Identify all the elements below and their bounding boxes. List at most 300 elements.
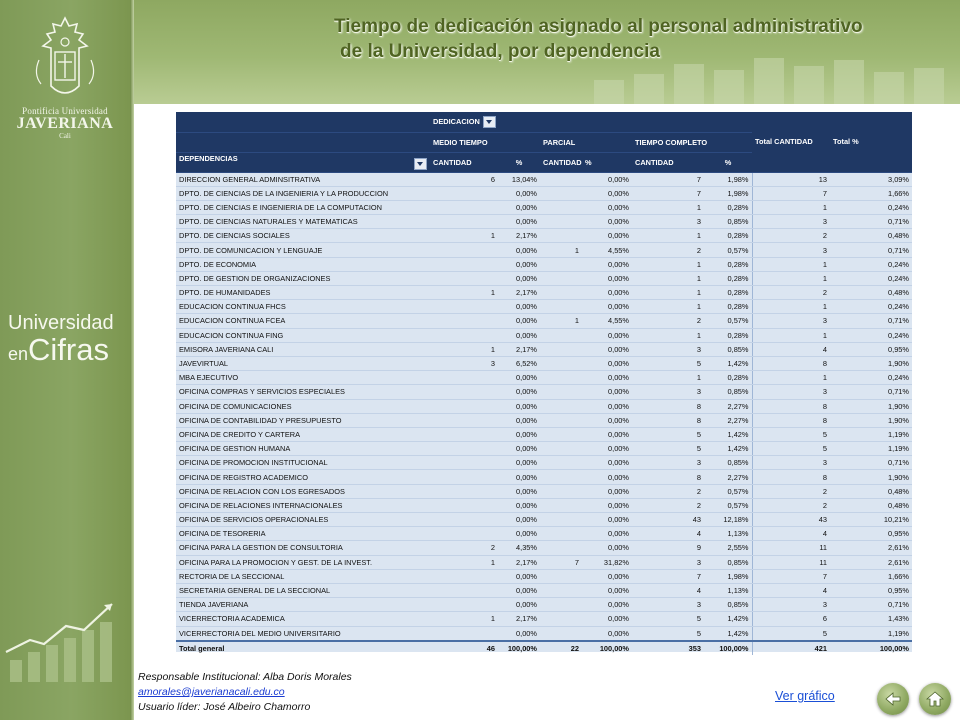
value-cell: 1,13% bbox=[704, 583, 752, 597]
value-cell: 8 bbox=[752, 399, 830, 413]
value-cell bbox=[540, 399, 582, 413]
header-cantidad-mt: CANTIDAD bbox=[430, 152, 498, 172]
table-row bbox=[176, 215, 912, 229]
value-cell: 0,00% bbox=[498, 583, 540, 597]
dependency-cell: DPTO. DE GESTION DE ORGANIZACIONES bbox=[176, 271, 430, 285]
value-cell: 0,00% bbox=[582, 427, 632, 441]
dependency-cell: OFICINA PARA LA PROMOCION Y GEST. DE LA INVEST. bbox=[176, 555, 430, 569]
value-cell: 2,55% bbox=[704, 541, 752, 555]
dependency-cell: RECTORIA DE LA SECCIONAL bbox=[176, 569, 430, 583]
dependency-cell: VICERRECTORIA ACADEMICA bbox=[176, 612, 430, 626]
value-cell: 0,00% bbox=[498, 328, 540, 342]
value-cell: 7 bbox=[540, 555, 582, 569]
value-cell: 1,13% bbox=[704, 527, 752, 541]
header-blank bbox=[176, 112, 430, 132]
value-cell: 0,28% bbox=[704, 371, 752, 385]
value-cell: 8 bbox=[752, 470, 830, 484]
value-cell: 0,00% bbox=[498, 399, 540, 413]
dependency-cell: MBA EJECUTIVO bbox=[176, 371, 430, 385]
value-cell: 7 bbox=[632, 186, 704, 200]
header-pct-mt: % bbox=[498, 152, 540, 172]
value-cell: 0,95% bbox=[830, 527, 912, 541]
value-cell: 0,00% bbox=[582, 200, 632, 214]
dependency-cell: OFICINA DE RELACIONES INTERNACIONALES bbox=[176, 498, 430, 512]
value-cell: 2,17% bbox=[498, 229, 540, 243]
value-cell: 3 bbox=[632, 342, 704, 356]
brand-line2a: en bbox=[8, 344, 29, 364]
value-cell: 2,27% bbox=[704, 399, 752, 413]
value-cell: 6,52% bbox=[498, 356, 540, 370]
value-cell bbox=[540, 300, 582, 314]
value-cell: 0,00% bbox=[582, 527, 632, 541]
value-cell: 4 bbox=[752, 342, 830, 356]
value-cell: 1 bbox=[632, 257, 704, 271]
value-cell: 4 bbox=[632, 583, 704, 597]
value-cell: 0,00% bbox=[498, 484, 540, 498]
value-cell: 2,17% bbox=[498, 555, 540, 569]
dependency-cell: OFICINA COMPRAS Y SERVICIOS ESPECIALES bbox=[176, 385, 430, 399]
value-cell: 0,24% bbox=[830, 257, 912, 271]
value-cell: 0,28% bbox=[704, 200, 752, 214]
value-cell: 2,17% bbox=[498, 612, 540, 626]
value-cell: 0,00% bbox=[582, 413, 632, 427]
value-cell bbox=[540, 356, 582, 370]
value-cell: 0,00% bbox=[498, 371, 540, 385]
brand-universidad-en-cifras bbox=[8, 312, 114, 372]
back-button[interactable] bbox=[877, 683, 909, 715]
value-cell bbox=[430, 569, 498, 583]
value-cell: 1 bbox=[430, 342, 498, 356]
value-cell: 3 bbox=[752, 243, 830, 257]
value-cell bbox=[430, 527, 498, 541]
value-cell bbox=[430, 513, 498, 527]
value-cell: 0,00% bbox=[498, 498, 540, 512]
value-cell bbox=[540, 626, 582, 641]
dependency-cell: OFICINA DE COMUNICACIONES bbox=[176, 399, 430, 413]
value-cell: 2 bbox=[632, 498, 704, 512]
value-cell bbox=[540, 442, 582, 456]
value-cell: 0,00% bbox=[498, 186, 540, 200]
value-cell: 0,00% bbox=[498, 243, 540, 257]
header-banner bbox=[134, 0, 960, 104]
value-cell bbox=[430, 413, 498, 427]
value-cell: 0,85% bbox=[704, 385, 752, 399]
value-cell: 2 bbox=[752, 286, 830, 300]
dependency-cell: OFICINA PARA LA GESTION DE CONSULTORIA bbox=[176, 541, 430, 555]
value-cell bbox=[540, 186, 582, 200]
value-cell bbox=[540, 498, 582, 512]
total-value-cell: 421 bbox=[752, 641, 830, 655]
brand-line2b: Cifras bbox=[28, 332, 109, 367]
dependency-cell: VICERRECTORIA DEL MEDIO UNIVERSITARIO bbox=[176, 626, 430, 641]
value-cell: 0,00% bbox=[582, 186, 632, 200]
value-cell bbox=[540, 328, 582, 342]
value-cell: 1,42% bbox=[704, 356, 752, 370]
value-cell: 1 bbox=[430, 286, 498, 300]
total-value-cell: 353 bbox=[632, 641, 704, 655]
value-cell: 0,00% bbox=[498, 456, 540, 470]
table-row bbox=[176, 626, 912, 641]
value-cell: 43 bbox=[752, 513, 830, 527]
value-cell: 2 bbox=[752, 484, 830, 498]
value-cell: 0,24% bbox=[830, 271, 912, 285]
value-cell: 0,00% bbox=[582, 328, 632, 342]
value-cell: 3 bbox=[752, 456, 830, 470]
value-cell: 13 bbox=[752, 172, 830, 186]
value-cell: 0,00% bbox=[582, 513, 632, 527]
value-cell: 0,00% bbox=[582, 399, 632, 413]
value-cell bbox=[430, 442, 498, 456]
value-cell: 0,00% bbox=[582, 271, 632, 285]
value-cell: 4 bbox=[752, 527, 830, 541]
value-cell: 0,00% bbox=[498, 385, 540, 399]
header-pct-p: % bbox=[582, 152, 632, 172]
value-cell: 3 bbox=[752, 215, 830, 229]
value-cell: 7 bbox=[632, 569, 704, 583]
value-cell: 0,28% bbox=[704, 229, 752, 243]
table-row bbox=[176, 569, 912, 583]
dependency-cell: DPTO. DE ECONOMIA bbox=[176, 257, 430, 271]
value-cell: 1 bbox=[540, 243, 582, 257]
header-blank-2 bbox=[540, 112, 632, 132]
value-cell: 5 bbox=[752, 442, 830, 456]
dependency-cell: EMISORA JAVERIANA CALI bbox=[176, 342, 430, 356]
table-row bbox=[176, 598, 912, 612]
value-cell: 0,95% bbox=[830, 342, 912, 356]
home-button[interactable] bbox=[919, 683, 951, 715]
value-cell: 3,09% bbox=[830, 172, 912, 186]
value-cell: 1,42% bbox=[704, 626, 752, 641]
value-cell: 1,66% bbox=[830, 186, 912, 200]
dependency-cell: OFICINA DE TESORERIA bbox=[176, 527, 430, 541]
value-cell: 0,57% bbox=[704, 314, 752, 328]
value-cell: 1 bbox=[632, 328, 704, 342]
value-cell: 0,85% bbox=[704, 456, 752, 470]
logo-text-line1: Pontificia Universidad bbox=[22, 106, 108, 116]
value-cell: 0,00% bbox=[498, 569, 540, 583]
table-row bbox=[176, 328, 912, 342]
value-cell: 10,21% bbox=[830, 513, 912, 527]
value-cell: 7 bbox=[752, 186, 830, 200]
value-cell: 2 bbox=[632, 314, 704, 328]
value-cell: 0,71% bbox=[830, 385, 912, 399]
value-cell: 0,00% bbox=[582, 541, 632, 555]
value-cell: 5 bbox=[632, 612, 704, 626]
value-cell: 6 bbox=[752, 612, 830, 626]
value-cell bbox=[430, 484, 498, 498]
value-cell: 0,00% bbox=[582, 598, 632, 612]
value-cell: 0,00% bbox=[582, 300, 632, 314]
value-cell: 6 bbox=[430, 172, 498, 186]
value-cell: 0,85% bbox=[704, 215, 752, 229]
value-cell: 0,00% bbox=[498, 200, 540, 214]
value-cell: 1 bbox=[430, 229, 498, 243]
value-cell: 2 bbox=[752, 229, 830, 243]
header-parcial: PARCIAL bbox=[540, 132, 632, 152]
value-cell: 0,00% bbox=[498, 413, 540, 427]
value-cell: 1 bbox=[752, 300, 830, 314]
value-cell: 0,28% bbox=[704, 286, 752, 300]
total-value-cell: 22 bbox=[540, 641, 582, 655]
value-cell: 0,00% bbox=[498, 527, 540, 541]
value-cell: 0,28% bbox=[704, 271, 752, 285]
leader-text: Usuario líder: José Albeiro Chamorro bbox=[138, 701, 311, 713]
dependency-cell: DPTO. DE CIENCIAS NATURALES Y MATEMATICAS bbox=[176, 215, 430, 229]
dependency-cell: SECRETARIA GENERAL DE LA SECCIONAL bbox=[176, 583, 430, 597]
footer-credits bbox=[138, 670, 352, 715]
value-cell: 2 bbox=[632, 243, 704, 257]
table-row bbox=[176, 229, 912, 243]
value-cell: 5 bbox=[632, 427, 704, 441]
value-cell bbox=[430, 498, 498, 512]
table-row bbox=[176, 527, 912, 541]
value-cell: 1,42% bbox=[704, 612, 752, 626]
dependency-cell: TIENDA JAVERIANA bbox=[176, 598, 430, 612]
total-label-cell: Total general bbox=[176, 641, 430, 655]
table-row bbox=[176, 286, 912, 300]
value-cell bbox=[430, 200, 498, 214]
value-cell bbox=[540, 200, 582, 214]
value-cell: 0,00% bbox=[582, 356, 632, 370]
value-cell bbox=[430, 257, 498, 271]
dependencias-filter-dropdown-icon[interactable] bbox=[414, 158, 427, 170]
value-cell: 0,00% bbox=[498, 257, 540, 271]
dependency-cell: JAVEVIRTUAL bbox=[176, 356, 430, 370]
value-cell: 0,71% bbox=[830, 456, 912, 470]
value-cell bbox=[540, 172, 582, 186]
value-cell: 0,24% bbox=[830, 200, 912, 214]
value-cell: 0,57% bbox=[704, 484, 752, 498]
value-cell: 0,00% bbox=[498, 314, 540, 328]
value-cell: 3 bbox=[752, 598, 830, 612]
value-cell: 0,24% bbox=[830, 300, 912, 314]
dependency-cell: OFICINA DE PROMOCION INSTITUCIONAL bbox=[176, 456, 430, 470]
value-cell: 0,00% bbox=[582, 257, 632, 271]
value-cell: 3 bbox=[752, 385, 830, 399]
value-cell: 0,71% bbox=[830, 598, 912, 612]
value-cell: 1,98% bbox=[704, 186, 752, 200]
brand-line1: Universidad bbox=[8, 312, 114, 334]
dependency-cell: DPTO. DE CIENCIAS E INGENIERIA DE LA COMPUTACION bbox=[176, 200, 430, 214]
value-cell: 3 bbox=[632, 555, 704, 569]
table-row bbox=[176, 356, 912, 370]
value-cell: 1 bbox=[752, 200, 830, 214]
value-cell bbox=[430, 314, 498, 328]
table-row bbox=[176, 513, 912, 527]
value-cell bbox=[540, 513, 582, 527]
value-cell: 8 bbox=[632, 399, 704, 413]
dependency-cell: DPTO. DE CIENCIAS SOCIALES bbox=[176, 229, 430, 243]
value-cell: 5 bbox=[632, 626, 704, 641]
value-cell bbox=[430, 583, 498, 597]
value-cell: 2,61% bbox=[830, 541, 912, 555]
back-arrow-icon bbox=[884, 690, 902, 708]
value-cell: 0,00% bbox=[582, 484, 632, 498]
header-total-cantidad: Total CANTIDAD bbox=[752, 112, 830, 172]
value-cell: 5 bbox=[752, 626, 830, 641]
value-cell: 1 bbox=[430, 612, 498, 626]
dependency-cell: OFICINA DE GESTION HUMANA bbox=[176, 442, 430, 456]
value-cell: 3 bbox=[632, 598, 704, 612]
logo-text-line3: Cali bbox=[59, 132, 71, 140]
value-cell bbox=[540, 612, 582, 626]
value-cell: 7 bbox=[752, 569, 830, 583]
value-cell: 1,42% bbox=[704, 427, 752, 441]
value-cell: 8 bbox=[632, 470, 704, 484]
value-cell: 1 bbox=[632, 286, 704, 300]
value-cell bbox=[430, 626, 498, 641]
total-value-cell: 100,00% bbox=[498, 641, 540, 655]
header-medio-tiempo: MEDIO TIEMPO bbox=[430, 132, 540, 152]
value-cell bbox=[540, 427, 582, 441]
value-cell: 4,35% bbox=[498, 541, 540, 555]
value-cell bbox=[430, 470, 498, 484]
value-cell: 0,00% bbox=[582, 456, 632, 470]
value-cell bbox=[430, 371, 498, 385]
value-cell bbox=[540, 541, 582, 555]
value-cell: 0,00% bbox=[498, 470, 540, 484]
header-dedicacion-label: DEDICACION bbox=[433, 116, 480, 126]
value-cell bbox=[540, 569, 582, 583]
header-dependencias bbox=[176, 152, 430, 172]
value-cell: 3 bbox=[632, 215, 704, 229]
table-row bbox=[176, 186, 912, 200]
header-tiempo-completo: TIEMPO COMPLETO bbox=[632, 132, 752, 152]
value-cell: 1 bbox=[632, 271, 704, 285]
logo-text-line2: JAVERIANA bbox=[16, 115, 114, 132]
value-cell bbox=[540, 229, 582, 243]
total-value-cell: 46 bbox=[430, 641, 498, 655]
responsible-email-link[interactable]: amorales@javerianacali.edu.co bbox=[138, 686, 285, 698]
value-cell: 4,55% bbox=[582, 243, 632, 257]
value-cell: 0,00% bbox=[582, 342, 632, 356]
value-cell: 2 bbox=[430, 541, 498, 555]
dependency-cell: DPTO. DE HUMANIDADES bbox=[176, 286, 430, 300]
value-cell: 0,00% bbox=[582, 229, 632, 243]
table-row bbox=[176, 470, 912, 484]
value-cell: 1 bbox=[540, 314, 582, 328]
value-cell bbox=[430, 456, 498, 470]
value-cell: 1,90% bbox=[830, 399, 912, 413]
table-row bbox=[176, 314, 912, 328]
value-cell: 0,00% bbox=[498, 442, 540, 456]
value-cell: 9 bbox=[632, 541, 704, 555]
dependency-cell: OFICINA DE RELACION CON LOS EGRESADOS bbox=[176, 484, 430, 498]
value-cell: 1,19% bbox=[830, 442, 912, 456]
pivot-table-body bbox=[176, 172, 912, 655]
header-cantidad-p: CANTIDAD bbox=[540, 152, 582, 172]
value-cell: 0,28% bbox=[704, 257, 752, 271]
page-title-line1: Tiempo de dedicación asignado al personal administrativo bbox=[334, 16, 863, 37]
value-cell: 0,28% bbox=[704, 300, 752, 314]
value-cell: 0,00% bbox=[498, 271, 540, 285]
value-cell bbox=[430, 186, 498, 200]
value-cell: 8 bbox=[632, 413, 704, 427]
value-cell: 3 bbox=[752, 314, 830, 328]
table-row bbox=[176, 271, 912, 285]
table-row bbox=[176, 413, 912, 427]
dependency-cell: DIRECCION GENERAL ADMINSITRATIVA bbox=[176, 172, 430, 186]
value-cell: 0,00% bbox=[498, 427, 540, 441]
value-cell: 0,00% bbox=[582, 498, 632, 512]
value-cell: 1 bbox=[752, 328, 830, 342]
value-cell bbox=[430, 328, 498, 342]
value-cell: 0,00% bbox=[582, 470, 632, 484]
value-cell: 1,90% bbox=[830, 470, 912, 484]
table-row bbox=[176, 200, 912, 214]
value-cell: 0,00% bbox=[498, 513, 540, 527]
table-row bbox=[176, 243, 912, 257]
table-row bbox=[176, 484, 912, 498]
view-chart-link[interactable]: Ver gráfico bbox=[775, 689, 835, 703]
dependency-cell: EDUCACION CONTINUA FING bbox=[176, 328, 430, 342]
responsible-text: Responsable Institucional: Alba Doris Morales bbox=[138, 671, 352, 683]
value-cell: 2,27% bbox=[704, 413, 752, 427]
value-cell bbox=[540, 413, 582, 427]
pivot-table bbox=[176, 112, 912, 655]
dependency-cell: EDUCACION CONTINUA FCEA bbox=[176, 314, 430, 328]
dependency-cell: OFICINA DE SERVICIOS OPERACIONALES bbox=[176, 513, 430, 527]
decorative-growth-chart-icon bbox=[0, 590, 130, 690]
value-cell: 0,00% bbox=[582, 172, 632, 186]
value-cell: 0,48% bbox=[830, 484, 912, 498]
university-logo bbox=[14, 14, 116, 140]
value-cell bbox=[540, 484, 582, 498]
table-row bbox=[176, 612, 912, 626]
total-value-cell: 100,00% bbox=[830, 641, 912, 655]
value-cell bbox=[540, 456, 582, 470]
value-cell bbox=[540, 470, 582, 484]
table-row bbox=[176, 555, 912, 569]
value-cell: 11 bbox=[752, 555, 830, 569]
sidebar-edge bbox=[130, 0, 134, 720]
value-cell bbox=[430, 300, 498, 314]
value-cell: 1,19% bbox=[830, 626, 912, 641]
value-cell: 43 bbox=[632, 513, 704, 527]
value-cell: 0,00% bbox=[498, 626, 540, 641]
dependency-cell: EDUCACION CONTINUA FHCS bbox=[176, 300, 430, 314]
value-cell: 1,19% bbox=[830, 427, 912, 441]
university-crest-icon bbox=[29, 14, 101, 102]
value-cell: 11 bbox=[752, 541, 830, 555]
value-cell: 2 bbox=[632, 484, 704, 498]
value-cell: 0,71% bbox=[830, 314, 912, 328]
value-cell: 1 bbox=[752, 371, 830, 385]
value-cell: 1,90% bbox=[830, 413, 912, 427]
value-cell: 0,48% bbox=[830, 229, 912, 243]
header-cantidad-tc: CANTIDAD bbox=[632, 152, 704, 172]
value-cell: 0,48% bbox=[830, 498, 912, 512]
value-cell: 1 bbox=[430, 555, 498, 569]
table-row bbox=[176, 371, 912, 385]
value-cell: 2,17% bbox=[498, 286, 540, 300]
value-cell: 1 bbox=[632, 200, 704, 214]
value-cell bbox=[540, 286, 582, 300]
table-row bbox=[176, 300, 912, 314]
value-cell: 3 bbox=[430, 356, 498, 370]
sidebar bbox=[0, 0, 130, 720]
value-cell: 4 bbox=[752, 583, 830, 597]
dependency-cell: OFICINA DE REGISTRO ACADEMICO bbox=[176, 470, 430, 484]
dependency-cell: OFICINA DE CONTABILIDAD Y PRESUPUESTO bbox=[176, 413, 430, 427]
dedicacion-filter-dropdown-icon[interactable] bbox=[483, 116, 496, 128]
table-row bbox=[176, 498, 912, 512]
value-cell bbox=[540, 583, 582, 597]
value-cell bbox=[430, 243, 498, 257]
value-cell bbox=[540, 527, 582, 541]
value-cell: 1 bbox=[752, 257, 830, 271]
header-blank-3 bbox=[632, 112, 752, 132]
